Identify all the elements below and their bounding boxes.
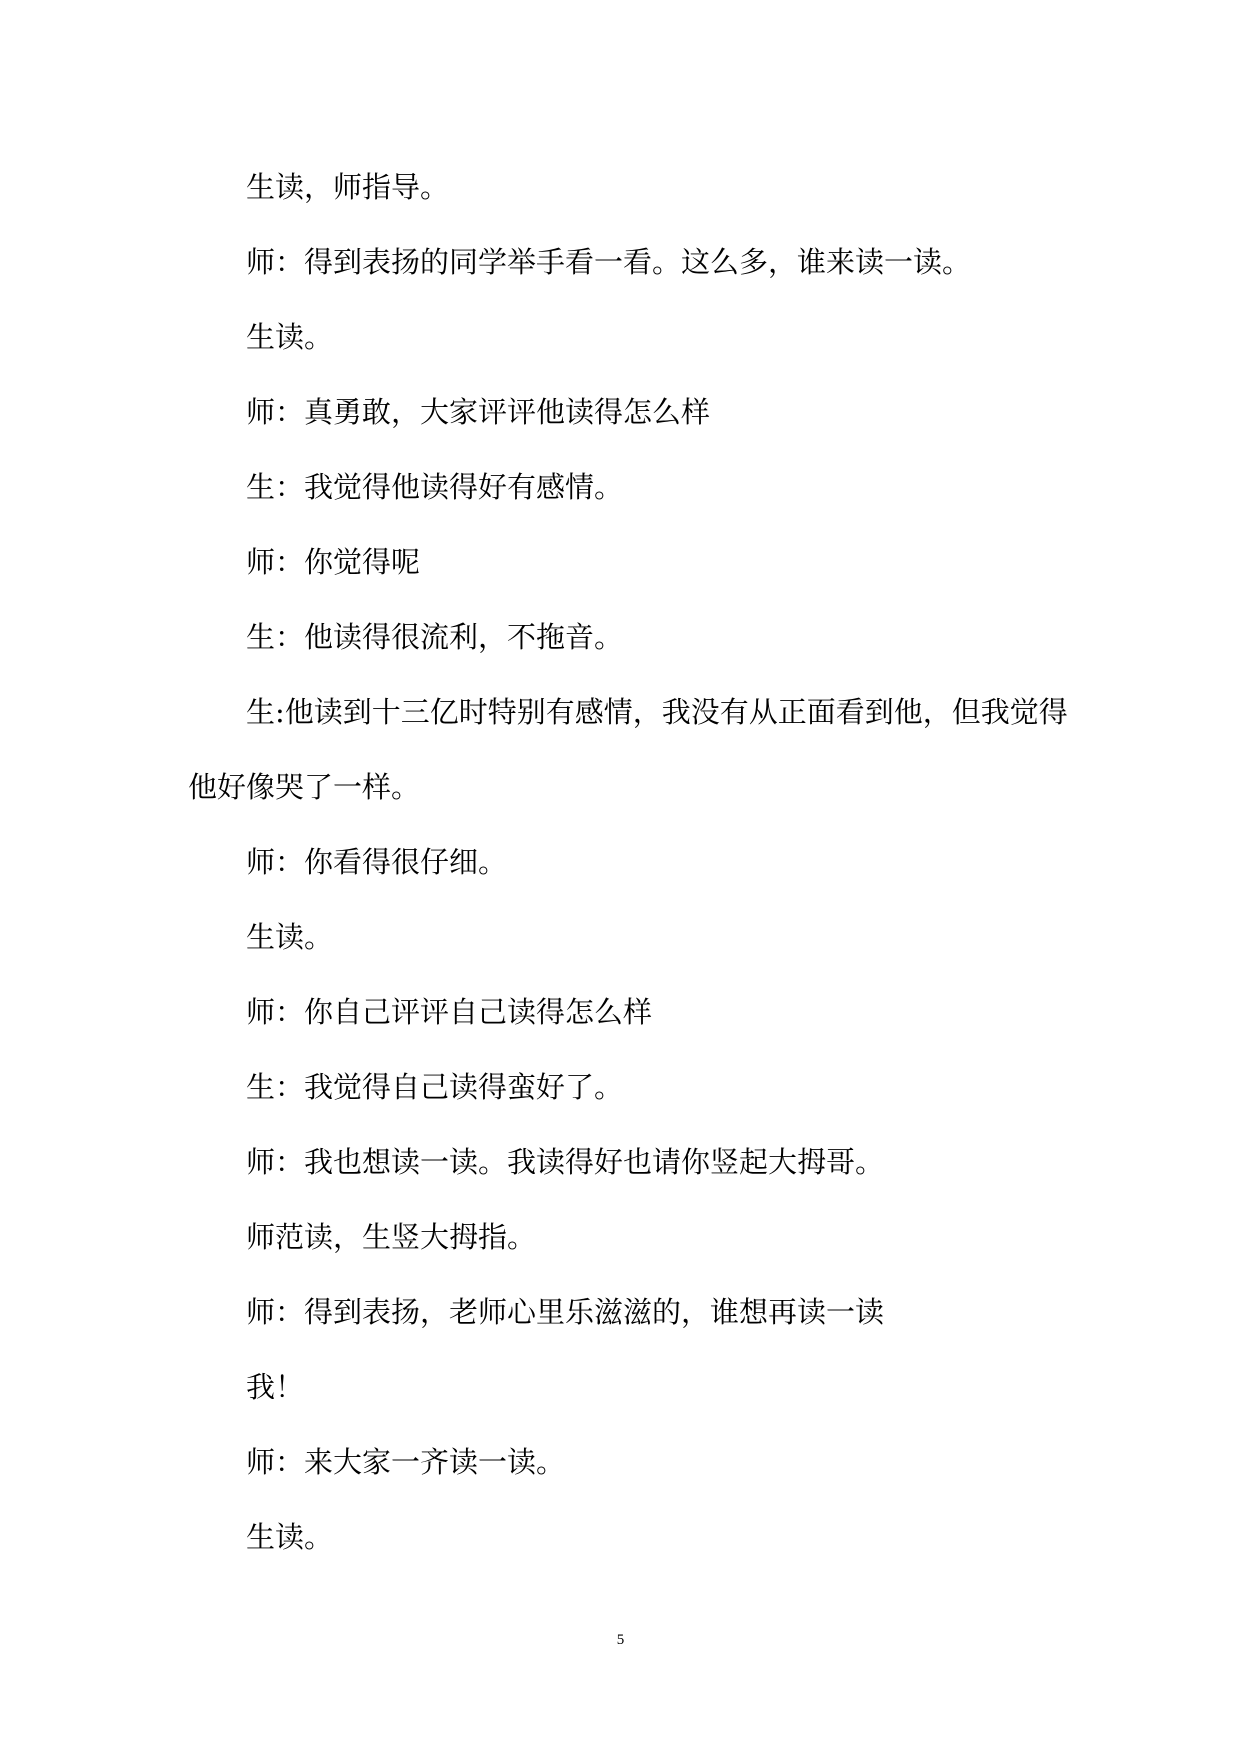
paragraph: 师：真勇敢，大家评评他读得怎么样 bbox=[246, 395, 711, 429]
paragraph: 生读。 bbox=[246, 920, 334, 954]
paragraph: 我！ bbox=[246, 1370, 305, 1404]
paragraph: 师：你觉得呢 bbox=[246, 545, 421, 579]
document-body bbox=[188, 150, 1068, 1575]
paragraph: 生读。 bbox=[246, 1520, 334, 1554]
paragraph: 师：你看得很仔细。 bbox=[246, 845, 508, 879]
paragraph: 师：得到表扬，老师心里乐滋滋的，谁想再读一读 bbox=[246, 1295, 885, 1329]
paragraph: 生读，师指导。 bbox=[246, 170, 450, 204]
paragraph: 师：你自己评评自己读得怎么样 bbox=[246, 995, 653, 1029]
page-number: 5 bbox=[616, 1632, 625, 1648]
paragraph: 师范读，生竖大拇指。 bbox=[246, 1220, 537, 1254]
paragraph: 生：他读得很流利，不拖音。 bbox=[246, 620, 624, 654]
paragraph: 师：我也想读一读。我读得好也请你竖起大拇哥。 bbox=[246, 1145, 885, 1179]
paragraph: 师：来大家一齐读一读。 bbox=[246, 1445, 566, 1479]
paragraph: 生：我觉得他读得好有感情。 bbox=[246, 470, 624, 504]
paragraph: 生:他读到十三亿时特别有感情，我没有从正面看到他，但我觉得他好像哭了一样。 bbox=[188, 695, 1068, 804]
paragraph: 生：我觉得自己读得蛮好了。 bbox=[246, 1070, 624, 1104]
paragraph: 生读。 bbox=[246, 320, 334, 354]
paragraph: 师：得到表扬的同学举手看一看。这么多，谁来读一读。 bbox=[246, 245, 972, 279]
